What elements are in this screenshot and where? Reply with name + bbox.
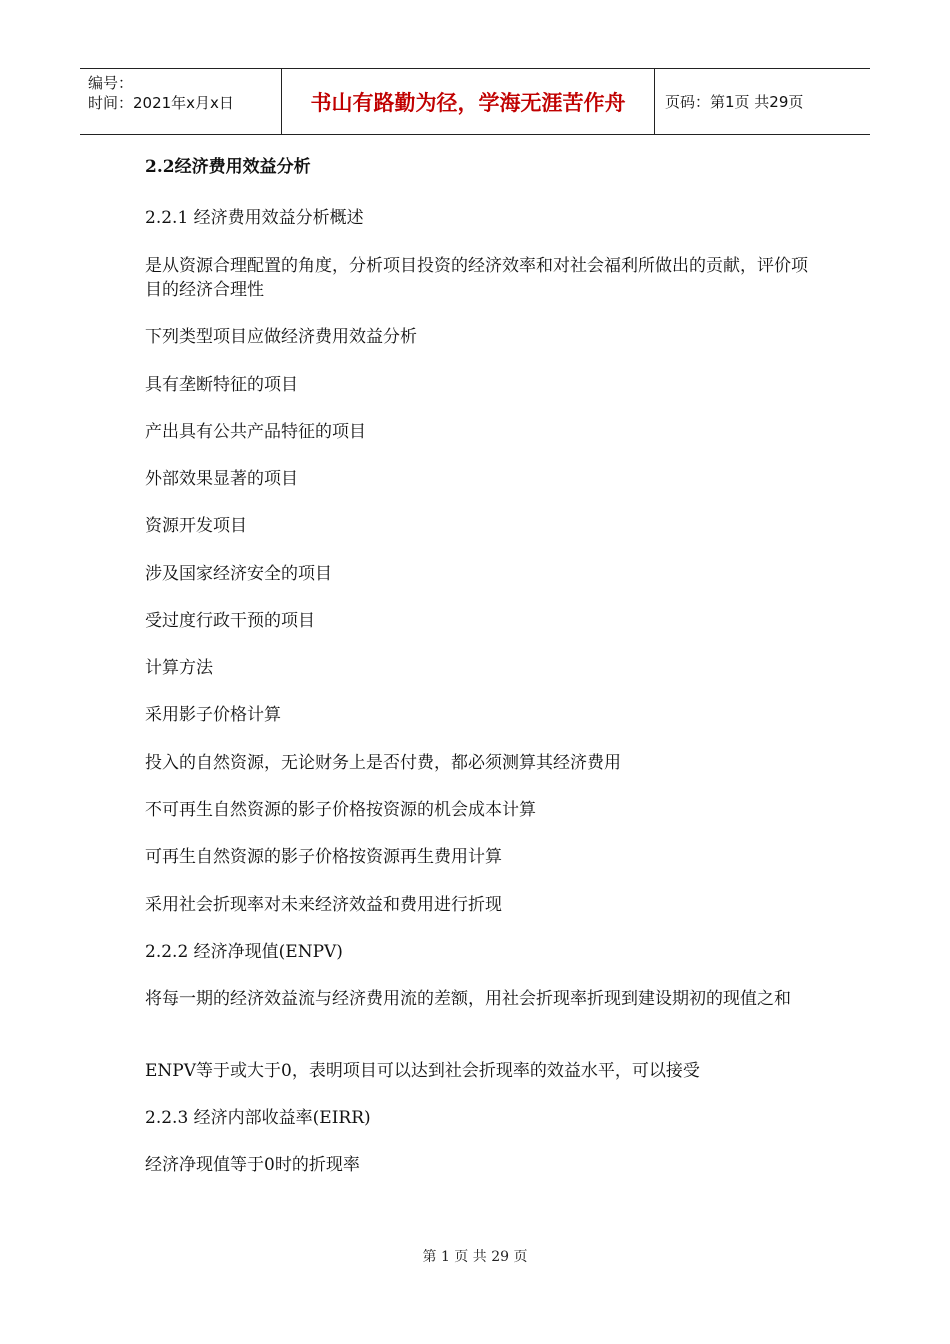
page-header [80,68,870,135]
body-paragraph: 计算方法 [145,658,213,678]
body-paragraph: 经济净现值等于0时的折现率 [145,1155,360,1175]
date-label: 时间：2021年x月x日 [88,94,234,112]
body-paragraph: 可再生自然资源的影子价格按资源再生费用计算 [145,847,502,867]
body-paragraph: 采用影子价格计算 [145,705,281,725]
header-motto: 书山有路勤为径，学海无涯苦作舟 [282,69,655,134]
section-heading: 2.2经济费用效益分析 [145,157,311,177]
body-paragraph: 具有垄断特征的项目 [145,375,298,395]
body-paragraph: ENPV等于或大于0，表明项目可以达到社会折现率的效益水平，可以接受 [145,1061,700,1081]
body-paragraph: 受过度行政干预的项目 [145,611,315,631]
code-label: 编号： [88,74,134,92]
body-paragraph: 涉及国家经济安全的项目 [145,564,332,584]
header-page-number: 页码：第1页 共29页 [665,93,804,111]
page-footer: 第 1 页 共 29 页 [422,1249,528,1265]
body-paragraph: 2.2.3 经济内部收益率(EIRR) [145,1108,371,1128]
body-paragraph: 2.2.1 经济费用效益分析概述 [145,208,364,228]
body-paragraph: 是从资源合理配置的角度，分析项目投资的经济效率和对社会福利所做出的贡献，评价项目的经济合理性 [145,256,808,300]
body-paragraph: 投入的自然资源，无论财务上是否付费，都必须测算其经济费用 [145,753,621,773]
body-paragraph: 外部效果显著的项目 [145,469,298,489]
body-paragraph: 产出具有公共产品特征的项目 [145,422,366,442]
body-paragraph: 采用社会折现率对未来经济效益和费用进行折现 [145,895,502,915]
body-paragraph: 下列类型项目应做经济费用效益分析 [145,327,417,347]
body-paragraph: 将每一期的经济效益流与经济费用流的差额，用社会折现率折现到建设期初的现值之和 [145,989,791,1009]
body-paragraph: 不可再生自然资源的影子价格按资源的机会成本计算 [145,800,536,820]
body-paragraph: 资源开发项目 [145,516,247,536]
header-meta [80,69,282,134]
body-paragraph: 2.2.2 经济净现值(ENPV) [145,942,343,962]
